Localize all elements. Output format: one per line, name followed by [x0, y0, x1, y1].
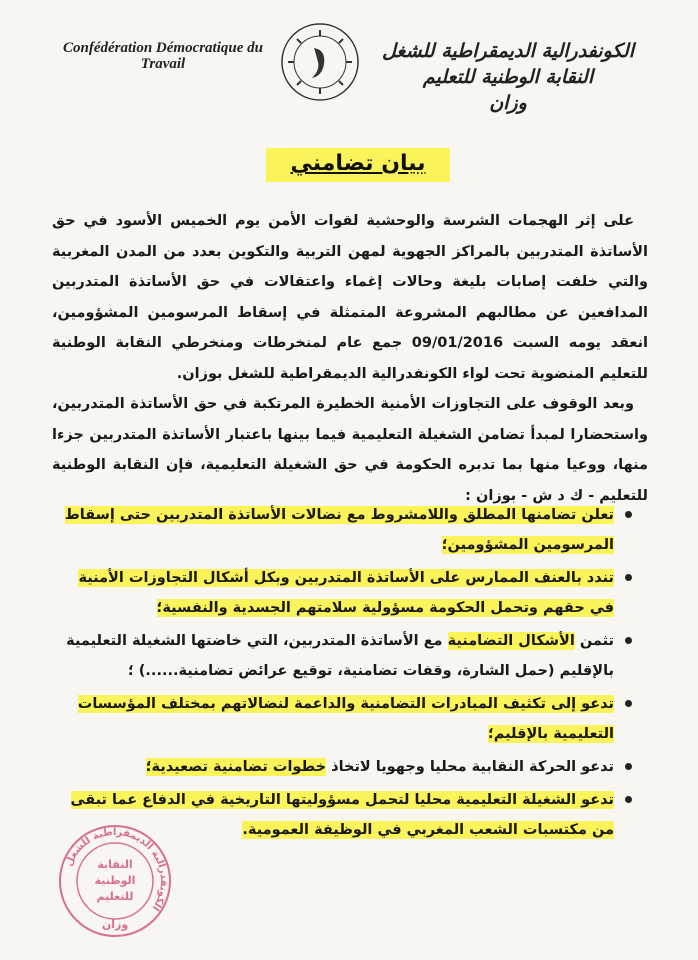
- title-highlight: [266, 148, 450, 182]
- stamp-bottom-text: وزان: [101, 918, 129, 931]
- item-rest-text: مع الأساتذة المتدربين، التي خاضتها الشغيلة التعليمية بالإقليم (حمل الشارة، وقفات تضامنية، توقيع عرائض تضامنية......) ؛: [66, 633, 614, 679]
- stamp-center-line3: للتعليم: [96, 890, 134, 903]
- list-item: [62, 500, 632, 560]
- document-title: بيان تضامني: [290, 151, 426, 176]
- list-item: [62, 689, 632, 749]
- highlighted-text: خطوات تضامنية تصعيدية؛: [145, 759, 327, 775]
- item-lead-text: تثمن: [579, 633, 614, 649]
- bullet-icon: [625, 763, 632, 770]
- list-item: [62, 752, 632, 782]
- stamp-center-line2: الوطنية: [94, 874, 136, 887]
- bullet-icon: [625, 574, 632, 581]
- resolutions-list: [62, 500, 632, 848]
- org-name-arabic: [358, 38, 658, 116]
- org-ar-line2: النقابة الوطنية للتعليم: [422, 66, 594, 88]
- bullet-icon: [625, 796, 632, 803]
- highlighted-text: تعلن تضامنها المطلق واللامشروط مع نضالات الأساتذة المتدربين حتى إسقاط المرسومين المشؤومين؛: [64, 507, 614, 553]
- body-text: [52, 206, 648, 511]
- list-item: [62, 563, 632, 623]
- highlighted-text: الأشكال التضامنية: [447, 633, 575, 649]
- org-name-french: Confédération Démocratique du Travail: [62, 40, 263, 72]
- cdt-logo: [278, 20, 362, 104]
- stamp-center-line1: النقابة: [97, 858, 133, 871]
- highlighted-text: تدعو الشغيلة التعليمية محليا لتحمل مسؤوليتها التاريخية في الدفاع عما تبقى من مكتسبات الشعب المغربي في الوظيفة العمومية.: [70, 792, 614, 838]
- org-ar-line1: الكونفدرالية الديمقراطية للشغل: [382, 40, 634, 62]
- stamp-ring-text: الكونفدرالية الديمقراطية للشغل: [63, 826, 170, 913]
- bullet-icon: [625, 700, 632, 707]
- list-item: [62, 626, 632, 686]
- org-ar-line3: وزان: [489, 92, 527, 114]
- bullet-icon: [625, 511, 632, 518]
- highlighted-text: تدعو إلى تكثيف المبادرات التضامنية والداعمة لنضالاتهم بمختلف المؤسسات التعليمية بالإقليم؛: [77, 696, 614, 742]
- union-stamp: [56, 822, 174, 940]
- paragraph-1: على إثر الهجمات الشرسة والوحشية لقوات الأمن يوم الخميس الأسود في حق الأساتذة المتدربين بالمراكز الجهوية لمهن التربية والتكوين بعدد من المدن المغربية والتي خلفت إصابات بليغة وحالات إغماء واعتقالات في حق الأساتذة المتدربين المدافعين عن مطالبهم المشروعة المتمثلة في إسقاط المرسومين المشؤومين، انعقد يومه السبت 09/01/2016 جمع عام لمنخرطات ومنخرطي النقابة الوطنية للتعليم المنضوية تحت لواء الكونفدرالية الديمقراطية للشغل بوزان.: [52, 213, 648, 382]
- paragraph-2: وبعد الوقوف على التجاوزات الأمنية الخطيرة المرتكبة في حق الأساتذة المتدربين، واستحضارا لمبدأ تضامن الشغيلة التعليمية فيما بينها باعتبار الأساتذة المتدربين جزءا منها، ووعيا منها بما تدبره الحكومة في حق الشغيلة التعليمية، فإن النقابة الوطنية للتعليم - ك د ش - بوزان :: [52, 396, 648, 504]
- highlighted-text: تندد بالعنف الممارس على الأساتذة المتدربين وبكل أشكال التجاوزات الأمنية في حقهم وتحمل الحكومة مسؤولية سلامتهم الجسدية والنفسية؛: [78, 570, 614, 616]
- bullet-icon: [625, 637, 632, 644]
- item-lead-text: تدعو الحركة النقابية محليا وجهويا لاتخاذ: [331, 759, 614, 775]
